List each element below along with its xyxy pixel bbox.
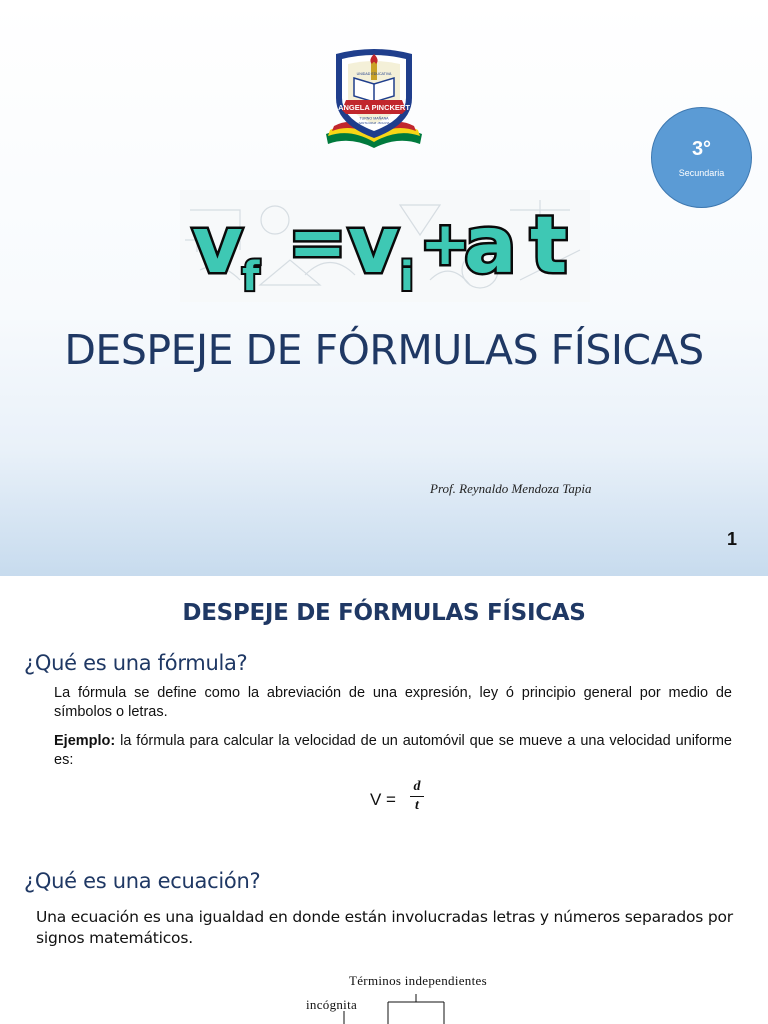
- unknown-label: incógnita: [306, 997, 358, 1012]
- question-formula-heading: ¿Qué es una fórmula?: [24, 651, 248, 675]
- formula-example: [54, 732, 732, 770]
- equation-definition: Una ecuación es una igualdad en donde están involucradas letras y números separados por signos matemáticos.: [36, 908, 733, 947]
- example-text: la fórmula para calcular la velocidad de un automóvil que se mueve a una velocidad uniforme es:: [54, 733, 732, 768]
- formula-t: t: [530, 201, 568, 291]
- velocity-formula: [370, 779, 430, 821]
- fraction-bar: [410, 796, 424, 797]
- slide-2-title: DESPEJE DE FÓRMULAS FÍSICAS: [182, 600, 586, 626]
- velocity-fraction: [410, 779, 424, 814]
- question-equation-heading: ¿Qué es una ecuación?: [24, 869, 261, 893]
- crest-shift: TURNO MAÑANA: [359, 116, 389, 121]
- fraction-numerator: d: [413, 779, 421, 794]
- formula-banner-image: [180, 190, 590, 302]
- kinematics-equation: [192, 201, 567, 300]
- slide-2: [0, 576, 768, 1024]
- independent-terms-label: Términos independientes: [349, 973, 487, 988]
- formula-v-initial: v: [348, 201, 399, 291]
- crest-location: SANTA CRUZ - BOLIVIA: [358, 121, 390, 125]
- author-name: Prof. Reynaldo Mendoza Tapia: [430, 481, 592, 496]
- school-crest-logo: [322, 48, 426, 154]
- equation-diagram-bracket: [330, 990, 460, 1024]
- formula-a: a: [464, 201, 517, 291]
- page-number: 1: [727, 529, 738, 549]
- formula-subscript-i: i: [400, 254, 414, 300]
- formula-v-final: v: [192, 201, 243, 291]
- grade-number: 3°: [691, 138, 712, 160]
- velocity-lhs: V =: [370, 790, 396, 809]
- grade-level: Secundaria: [678, 168, 725, 178]
- fraction-denominator: t: [415, 798, 419, 813]
- formula-definition: La fórmula se define como la abreviación de una expresión, ley ó principio general por medio de símbolos o letras.: [54, 685, 732, 720]
- slide-1-title: DESPEJE DE FÓRMULAS FÍSICAS: [64, 326, 704, 374]
- example-label: Ejemplo:: [54, 733, 116, 749]
- crest-unit: UNIDAD EDUCATIVA: [356, 72, 392, 76]
- grade-badge: [651, 107, 752, 208]
- crest-school-name: ANGELA PINCKERT: [338, 103, 410, 112]
- formula-subscript-f: f: [242, 254, 260, 300]
- formula-equals: =: [288, 201, 347, 283]
- formula-plus: +: [420, 209, 471, 279]
